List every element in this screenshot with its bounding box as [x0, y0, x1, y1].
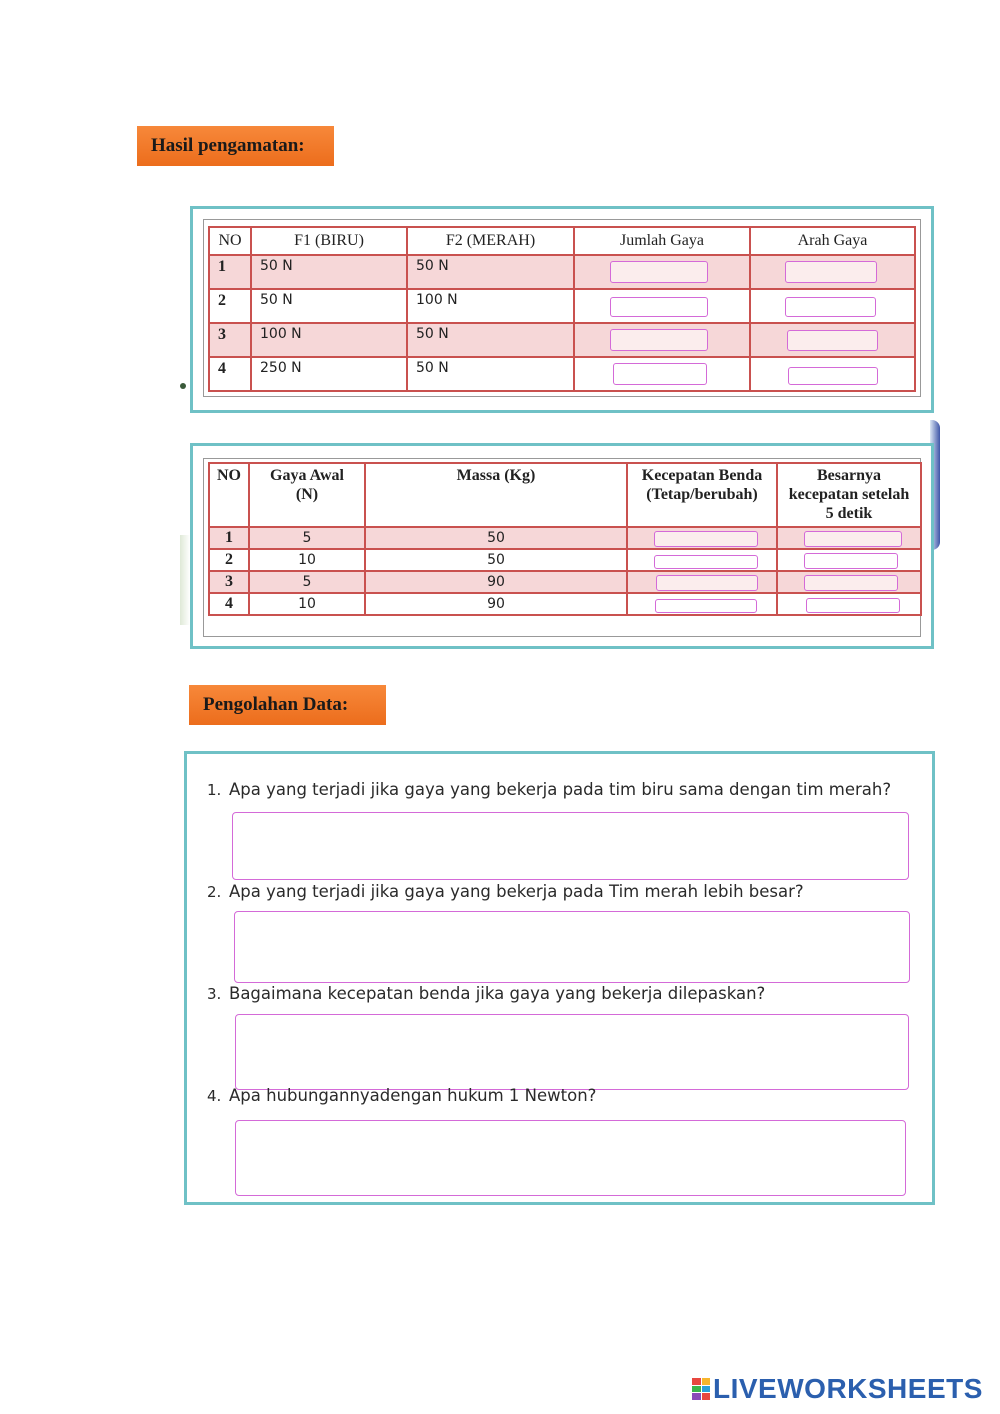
table1-header-no: NO — [209, 227, 251, 255]
arah-gaya-input-3[interactable] — [787, 330, 878, 351]
f2-value: 50 N — [407, 357, 574, 391]
f2-value: 100 N — [407, 289, 574, 323]
table1-frame — [190, 206, 934, 413]
liveworksheets-logo-icon — [692, 1378, 710, 1400]
jumlah-gaya-input-3[interactable] — [610, 329, 708, 351]
question-1 — [207, 780, 891, 799]
gaya-awal-value: 5 — [249, 571, 365, 593]
arah-gaya-input-1[interactable] — [785, 261, 877, 283]
table2-motion — [208, 462, 922, 616]
row-number: 3 — [209, 571, 249, 593]
question-text: Apa hubungannyadengan hukum 1 Newton? — [229, 1086, 597, 1105]
table-row — [209, 593, 921, 615]
question-number: 2. — [207, 883, 222, 901]
table-row — [209, 571, 921, 593]
row-number: 3 — [209, 323, 251, 357]
massa-value: 50 — [365, 527, 627, 549]
besarnya-kecepatan-input-1[interactable] — [804, 531, 902, 547]
question-number: 1. — [207, 781, 222, 799]
gaya-awal-value: 10 — [249, 593, 365, 615]
massa-value: 90 — [365, 593, 627, 615]
table1-header-arah-gaya: Arah Gaya — [750, 227, 915, 255]
row-number: 4 — [209, 593, 249, 615]
f2-value: 50 N — [407, 323, 574, 357]
kecepatan-benda-input-1[interactable] — [654, 531, 758, 547]
answer-input-1[interactable] — [232, 812, 909, 880]
question-text: Bagaimana kecepatan benda jika gaya yang bekerja dilepaskan? — [229, 984, 766, 1003]
table2-header-no: NO — [209, 463, 249, 527]
f2-value: 50 N — [407, 255, 574, 289]
answer-input-3[interactable] — [235, 1014, 909, 1090]
section-label-hasil-pengamatan: Hasil pengamatan: — [137, 126, 334, 166]
kecepatan-benda-input-3[interactable] — [656, 575, 758, 591]
table2-header-besarnya-kecepatan: Besarnya kecepatan setelah 5 detik — [777, 463, 921, 527]
question-3 — [207, 984, 765, 1003]
table-row — [209, 549, 921, 571]
row-number: 1 — [209, 255, 251, 289]
massa-value: 50 — [365, 549, 627, 571]
table1-header-jumlah-gaya: Jumlah Gaya — [574, 227, 750, 255]
question-number: 4. — [207, 1087, 222, 1105]
kecepatan-benda-input-4[interactable] — [655, 599, 757, 613]
section-label-pengolahan-data: Pengolahan Data: — [189, 685, 386, 725]
besarnya-kecepatan-input-2[interactable] — [804, 553, 898, 569]
massa-value: 90 — [365, 571, 627, 593]
table-row — [209, 527, 921, 549]
f1-value: 50 N — [251, 255, 407, 289]
question-text: Apa yang terjadi jika gaya yang bekerja pada Tim merah lebih besar? — [229, 882, 804, 901]
liveworksheets-wordmark: LIVEWORKSHEETS — [713, 1373, 983, 1404]
question-text: Apa yang terjadi jika gaya yang bekerja pada tim biru sama dengan tim merah? — [229, 780, 892, 799]
answer-input-4[interactable] — [235, 1120, 906, 1196]
table1-observation — [208, 226, 916, 392]
jumlah-gaya-input-2[interactable] — [610, 297, 708, 317]
kecepatan-benda-input-2[interactable] — [654, 555, 758, 569]
decorative-leaf-fragment-2 — [180, 535, 190, 625]
table-row — [209, 357, 915, 391]
besarnya-kecepatan-input-4[interactable] — [806, 598, 900, 613]
f1-value: 100 N — [251, 323, 407, 357]
row-number: 1 — [209, 527, 249, 549]
f1-value: 50 N — [251, 289, 407, 323]
gaya-awal-value: 5 — [249, 527, 365, 549]
gaya-awal-value: 10 — [249, 549, 365, 571]
table-row — [209, 289, 915, 323]
question-2 — [207, 882, 804, 901]
besarnya-kecepatan-input-3[interactable] — [804, 575, 898, 591]
table-row — [209, 255, 915, 289]
row-number: 2 — [209, 549, 249, 571]
row-number: 2 — [209, 289, 251, 323]
liveworksheets-logo — [692, 1374, 983, 1404]
table2-header-massa: Massa (Kg) — [365, 463, 627, 527]
question-4 — [207, 1086, 596, 1105]
table1-header-f1: F1 (BIRU) — [251, 227, 407, 255]
jumlah-gaya-input-4[interactable] — [613, 363, 707, 385]
table2-header-gaya-awal: Gaya Awal (N) — [249, 463, 365, 527]
table2-header-kecepatan-benda: Kecepatan Benda (Tetap/berubah) — [627, 463, 777, 527]
table1-header-f2: F2 (MERAH) — [407, 227, 574, 255]
table2-frame — [190, 443, 934, 649]
jumlah-gaya-input-1[interactable] — [610, 261, 708, 283]
answer-input-2[interactable] — [234, 911, 910, 983]
decorative-leaf-fragment — [180, 383, 186, 389]
arah-gaya-input-2[interactable] — [785, 297, 876, 317]
row-number: 4 — [209, 357, 251, 391]
arah-gaya-input-4[interactable] — [788, 367, 878, 385]
f1-value: 250 N — [251, 357, 407, 391]
question-number: 3. — [207, 985, 222, 1003]
table-row — [209, 323, 915, 357]
